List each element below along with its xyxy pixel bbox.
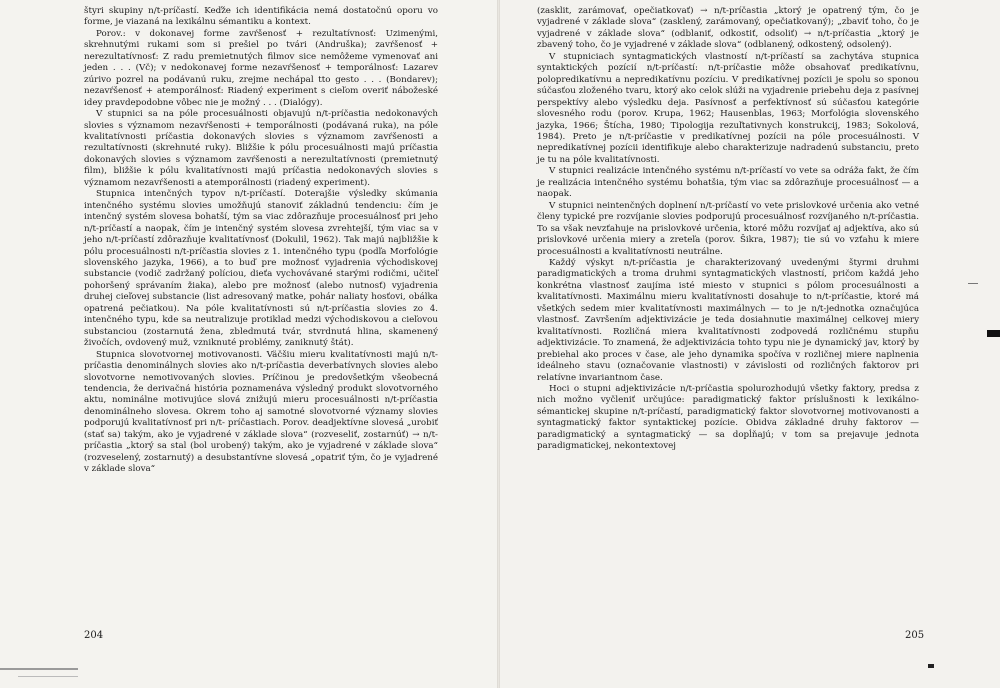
paragraph: Stupnica slovotvornej motivovanosti. Väčšiu mieru kvalitatívnosti majú n/t-príčastia denominálnych slovies ako n/t-príčastia deverbatívnych slovies alebo slovotvorne nemotivovaných slovies. Príčinou je predovšetkým všeobecná tendencia, že derivačná história poznamenáva výsledný produkt slovotvorného aktu, nominálne motivujúce slová znižujú mieru procesuálnosti n/t-príčastia denominálneho slovesa. Okrem toho aj samotné slovotvorné významy slovies podporujú kvalitatívnosť pri n/t- príčastiach. Porov. deadjektívne slovesá „urobiť (stať sa) takým, ako je vyjadrené v základe slova“ (rozveseliť, zostarnúť) → n/t-príčastia „ktorý sa stal (bol urobený) takým, ako je vyjadrené v základe slova“ (rozveselený, zostarnutý) a desubstantívne slovesá „opatriť tým, čo je vyjadrené v základe slova“: [84, 349, 438, 475]
page-number: 205: [905, 630, 925, 641]
right-text-column: [537, 6, 919, 453]
paragraph: Každý výskyt n/t-príčastia je charakterizovaný uvedenými štyrmi druhmi paradigmatických a troma druhmi syntagmatických vlastností, pričom každá jeho konkrétna vlastnosť zaujíma isté miesto v stupnici s pólom procesuálnosti a kvalitatívnosti. Maximálnu mieru kvalitatívnosti dosahuje to n/t-príčastie, ktoré má všetkých sedem mier kvalitatívnosti maximálnych — to je n/t-jednotka označujúca vlastnosť. Završením adjektivizácie je teda dosiahnutie maximálnej celkovej miery kvalitatívnosti. Rozličná miera kvalitatívnosti zodpovedá rozličnému stupňu adjektivizácie. To znamená, že adjektivizácia tohto typu nie je dynamický jav, ktorý by prebiehal ako proces v čase, ale jeho dynamika spočíva v rozličnej miere naplnenia ideálneho stavu (označovanie vlastnosti) v závislosti od rozličných faktorov pri relatívne invariantnom čase.: [537, 257, 919, 383]
left-text-column: [84, 6, 438, 476]
paragraph: V stupnici neintenčných doplnení n/t-príčastí vo vete prislovkové určenia ako vetné členy typické pre rozvíjanie slovies podporujú procesuálnosť rozvíjaného n/t-príčastia. To sa však nevzťahuje na prislovkové určenia, ktoré môžu rozvíjať aj adjektíva, ako sú prislovkové určenia miery a zreteľa (porov. Šikra, 1987); tie sú vo vzťahu k miere procesuálnosti a kvalitatívnosti neutrálne.: [537, 200, 919, 257]
margin-mark: [968, 283, 978, 284]
paragraph: V stupnici sa na póle procesuálnosti objavujú n/t-príčastia nedokonavých slovies s významom nezavŕšenosti + temporálnosti (podávaná ruka), na póle kvalitatívnosti príčastia dokonavých slovies s významom zavŕšenosti a rezultatívnosti (skrehnuté ruky). Bližšie k pólu procesuálnosti majú príčastia dokonavých slovies s významom zavŕšenosti a nerezultatívnosti (premietnutý film), bližšie k pólu kvalitatívnosti majú príčastia nedokonavých slovies s významom nezavŕšenosti a atemporálnosti (riadený experiment).: [84, 109, 438, 188]
paragraph: (zasklit, zarámovať, opečiatkovať) → n/t-príčastia „ktorý je opatrený tým, čo je vyjadrené v základe slova“ (zasklený, zarámovaný, opečiatkovaný); „zbaviť toho, čo je vyjadrené v základe slova“ (odblaniť, odkostiť, odsoliť) → n/t-príčastia „ktorý je zbavený toho, čo je vyjadrené v základe slova“ (odblanený, odkostený, odsolený).: [537, 6, 919, 51]
right-page: [500, 0, 1000, 688]
paragraph: Porov.: v dokonavej forme zavŕšenosť + rezultatívnosť: Uzimenými, skrehnutými rukami som si prešiel po tvári (Andruška); zavŕšenosť + nerezultatívnosť: Z radu premietnutých filmov sice nemôžeme vymenovať ani jeden . . . (Vč); v nedokonavej forme nezavŕšenosť + temporálnosť: Lazarev zúrivo pozrel na podávanú ruku, zrejme nechápal tto gesto . . . (Bondarev); nezavŕšenosť + atemporálnosť: Riadený experiment s cieľom overiť nábožeské idey pravdepodobne vôbec nie je možný . . . (Dialógy).: [84, 28, 438, 108]
paragraph: Stupnica intenčných typov n/t-príčastí. Doterajšie výsledky skúmania intenčného systému slovies umožňujú stanoviť základnú tendenciu: čím je intenčný systém slovesa bohatší, tým sa viac zdôrazňuje procesuálnosť pri jeho n/t-príčastí a naopak, čím je intenčný systém slovesa zvrehtejší, tým viac sa v jeho n/t-príčastí zdôrazňuje kvalitatívnosť (Dokulil, 1962). Tak majú najbližšie k pólu procesuálnosti n/t-príčastia slovies z 1. intenčného typu (podľa Morfológie slovenského jazyka, 1966), a to buď pre možnosť vyjadrenia východiskovej substancie (vodič zadržaný políciou, dieťa vychovávané starými rodičmi, učiteľ pohoršený správaním žiaka), alebo pre možnosť (alebo nutnosť) vyjadrenia druhej cieľovej substancie (list adresovaný matke, pohár naliaty hosťovi, obálka opatrená pečiatkou). Na póle kvalitatívnosti sú n/t-príčastia slovies zo 4. intenčného typu, kde sa neutralizuje protiklad medzi východiskovou a cieľovou substanciou (zostarnutá žena, zbledmutá tvár, stvrdnutá hlina, skamenený živočích, ovdovený muž, vzniknuté problémy, zaniknutý štát).: [84, 189, 438, 349]
scan-edge-mark: [18, 676, 78, 677]
margin-mark: [987, 330, 1000, 337]
paragraph: štyri skupiny n/t-príčastí. Keďže ich identifikácia nemá dostatočnú oporu vo forme, je viazaná na lexikálnu sémantiku a kontext.: [84, 6, 438, 28]
paragraph: V stupniciach syntagmatických vlastností n/t-príčastí sa zachytáva stupnica syntaktických pozícií n/t-príčastí: n/t-príčastie môže obsahovať predikatívnu, polopredikatívnu a nepredikatívnu pozíciu. V predikatívnej pozícii je spolu so sponou súčasťou zloženého tvaru, ktorý ako celok slúži na vyjadrenie priebehu deja z pasívnej perspektívy alebo výsledku deja. Pasívnosť a perfektívnosť sú súčasťou kategórie slovesného rodu (porov. Krupa, 1962; Hausenblas, 1963; Morfológia slovenského jazyka, 1966; Štícha, 1980; Tipologija rezuľtativnych konstrukcij, 1983; Sokolová, 1984). Preto je n/t-príčastie v predikatívnej pozícii na póle procesuálnosti. V nepredikatívnej pozícii identifikuje alebo charakterizuje nadradenú substanciu, preto je tu na póle kvalitatívnosti.: [537, 51, 919, 165]
paragraph: V stupnici realizácie intenčného systému n/t-príčastí vo vete sa odráža fakt, že čím je realizácia intenčného systému bohatšia, tým viac sa zdôrazňuje procesuálnosť — a naopak.: [537, 166, 919, 200]
margin-mark: [928, 664, 934, 668]
scan-edge-mark: [0, 668, 78, 670]
paragraph: Hoci o stupni adjektivizácie n/t-príčastia spolurozhodujú všetky faktory, predsa z nich možno vyčleniť určujúce: paradigmatický faktor príslušnosti k lexikálno-sémantickej skupine n/t-príčastí, paradigmatický faktor slovotvornej motivovanosti a syntagmatický faktor syntaktickej pozície. Obidva základné druhy faktorov — paradigmatický a syntagmatický — sa dopĺňajú; v tom sa prejavuje jednota paradigmatickej, nekontextovej: [537, 383, 919, 452]
page-number: 204: [84, 630, 104, 641]
